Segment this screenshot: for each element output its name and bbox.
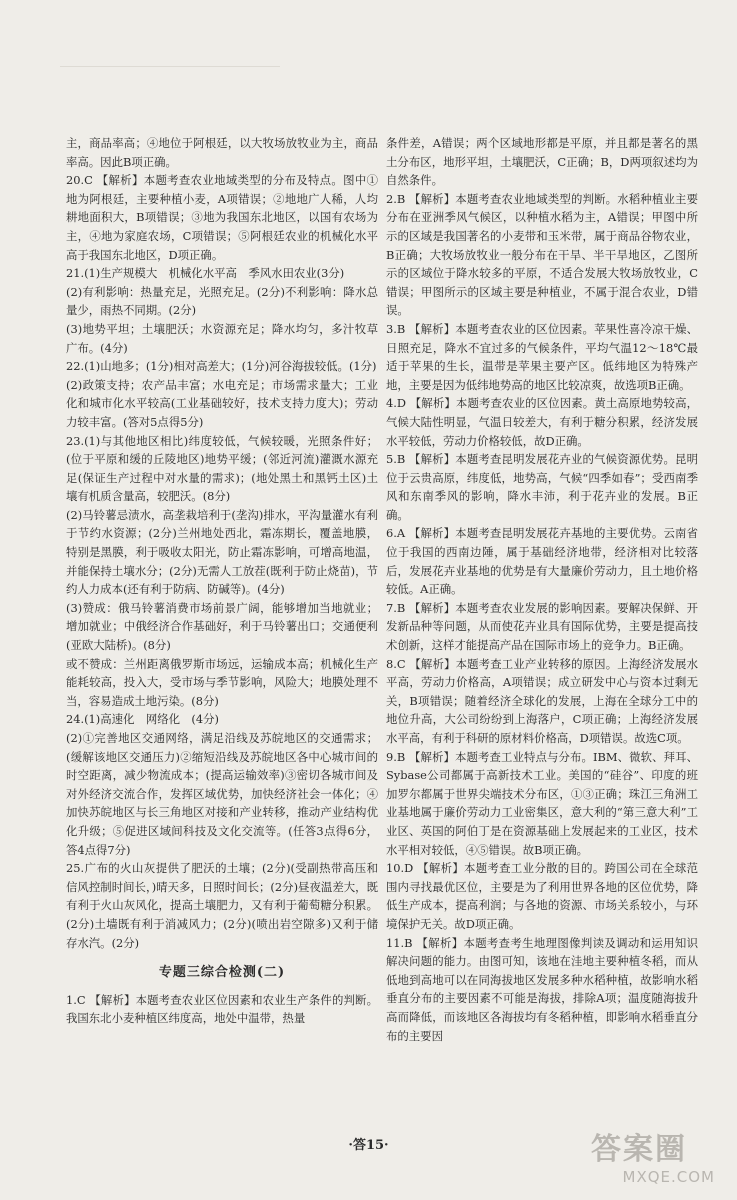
answer-item: 2.B 【解析】本题考查农业地域类型的判断。水稻种植业主要分布在亚洲季风气候区，以种植水稻为主，A错误；甲图中所示的区域是我国著名的小麦带和玉米带，属于商品谷物农业，B正确；大牧场放牧业一般分布在干旱、半干旱地区，乙图所示的区域位于降水较多的平原，不适合发展大牧场放牧业，C错误；甲图所示的区域主要是种植业，不属于混合农业，D错误。	[386, 191, 698, 318]
right-column	[386, 134, 698, 1045]
answer-item: 5.B 【解析】本题考查昆明发展花卉业的气候资源优势。昆明位于云贵高原，纬度低，地势高，气候“四季如春”；受西南季风和东南季风的影响，降水丰沛，利于花卉业的发展。B正确。	[386, 452, 698, 522]
answer-item: 21.(1)生产规模大 机械化水平高 季风水田农业(3分)	[66, 266, 345, 281]
answer-item: 8.C 【解析】本题考查工业产业转移的原因。上海经济发展水平高，劳动力价格高，A项错误；成立研发中心与资本过剩无关，B项错误；随着经济全球化的发展，上海在全球分工中的地位升高，大公司纷纷到上海落户，C项正确；上海经济发展水平高，有利于科研的原材料价格高，D项错误。故选C项。	[386, 656, 698, 745]
answer-item: 7.B 【解析】本题考查农业发展的影响因素。要解决保鲜、开发新品种等问题，从而使花卉业具有国际优势，主要是提高技术创新，这样才能提高产品在国际市场上的竞争力。B正确。	[386, 600, 698, 653]
watermark-text: 答案圈	[591, 1132, 687, 1167]
answer-item: 4.D 【解析】本题考查农业的区位因素。黄土高原地势较高，气候大陆性明显，气温日较差大，有利于糖分积累，经济发展水平较低，劳动力价格较低，故D正确。	[386, 396, 698, 448]
answer-item: 11.B 【解析】本题考查考生地理图像判读及调动和运用知识解决问题的能力。由图可知，该地在洼地主要种植冬稻，而从低地到高地可以在同海拔地区发展多种水稻种植，故影响水稻垂直分布的主要因素不可能是海拔，排除A项；温度随海拔升高而降低，而该地区各海拔均有冬稻种植，即影响水稻垂直分布的主要因	[386, 935, 698, 1043]
answer-item: 或不赞成：兰州距离俄罗斯市场远，运输成本高；机械化生产能耗较高，投入大，受市场与季节影响，风险大；地膜处理不当，容易造成土地污染。(8分)	[66, 656, 378, 708]
answer-item: 24.(1)高速化 网络化 (4分)	[66, 712, 219, 727]
answer-item: (2)马铃薯忌渍水，高垄栽培利于(垄沟)排水，平沟量灌水有利于节约水资源；(2分)兰州地处西北，霜冻期长，覆盖地膜，特别是黑膜，利于吸收太阳光，防止霜冻影响，可增高地温，并能保持土壤水分；(2分)无需人工放茬(既利于防止烧苗)，节约人力成本(还有利于防病、防碱等)。(4分)	[66, 507, 378, 597]
answer-item: 6.A 【解析】本题考查昆明发展花卉基地的主要优势。云南省位于我国的西南边陲，属于基础经济地带，经济相对比较落后，发展花卉业基地的优势是有大量廉价劳动力，且土地价格较低。A正确。	[386, 526, 698, 597]
left-column	[66, 134, 378, 1028]
section-title: 专题三综合检测(二)	[158, 965, 286, 981]
answer-item: 10.D 【解析】本题考查工业分散的目的。跨国公司在全球范围内寻找最优区位，主要是为了利用世界各地的区位优势，降低生产成本，提高利润；与各地的资源、市场关系较小，与环境保护无关。故D项正确。	[386, 861, 698, 931]
page-number: ·答15·	[348, 1138, 389, 1153]
answer-item: 3.B 【解析】本题考查农业的区位因素。苹果性喜冷凉干燥、日照充足，降水不宜过多的气候条件，平均气温12～18℃最适于苹果的生长，温带是苹果主要产区。低纬地区为特殊产地，主要是因为低纬地势高的地区比较凉爽，故选项B正确。	[386, 321, 698, 392]
answer-item: 25.广布的火山灰提供了肥沃的土壤；(2分)(受副热带高压和信风控制时间长，)晴天多，日照时间长；(2分)昼夜温差大，既有利于火山灰风化，提高土壤肥力，又有利于葡萄糖分积累。(2分)土墙既有利于消减风力；(2分)(喷出岩空隙多)又利于储存水汽。(2分)	[66, 861, 378, 950]
answer-item: 条件差，A错误；两个区域地形都是平原，并且都是著名的黑土分布区，地形平坦，土壤肥沃，C正确；B，D两项叙述均为自然条件。	[386, 136, 698, 188]
answer-item: (2)政策支持；农产品丰富；水电充足；市场需求量大；工业化和城市化水平较高(工业基础较好，技术支持力度大)；劳动力较丰富。(答对5点得5分)	[66, 377, 378, 429]
answer-item: 1.C 【解析】本题考查农业区位因素和农业生产条件的判断。我国东北小麦种植区纬度高，地处中温带，热量	[66, 992, 378, 1026]
watermark-site: MXQE.COM	[622, 1168, 715, 1186]
answer-item: 9.B 【解析】本题考查工业特点与分布。IBM、微软、拜耳、Sybase公司都属于高新技术工业。美国的“硅谷”、印度的班加罗尔都属于世界尖端技术分布区，①③正确；珠江三角洲工业基地属于廉价劳动力工业密集区，意大利的“第三意大利”工业区、英国的阿伯丁是在资源基础上发展起来的工业区，技术水平相对较低，④⑤错误。故B项正确。	[386, 749, 698, 857]
answer-item: (3)地势平坦；土壤肥沃；水资源充足；降水均匀，多汁牧草广布。(4分)	[66, 321, 378, 355]
answer-item: 22.(1)山地多；(1分)相对高差大；(1分)河谷海拔较低。(1分)	[66, 359, 377, 374]
answer-item: (3)赞成：俄马铃薯消费市场前景广阔，能够增加当地就业；增加就业；中俄经济合作基础好，利于马铃薯出口；交通便利(亚欧大陆桥)。(8分)	[66, 600, 378, 653]
answer-item: 20.C 【解析】本题考查农业地域类型的分布及特点。图中①地为阿根廷，主要种植小麦，A项错误；②地地广人稀，人均耕地面积大，B项错误；③地为我国东北地区，以国有农场为主，④地为家庭农场，C项错误；⑤阿根廷农业的机械化水平高于我国东北地区，D项正确。	[66, 173, 378, 262]
answer-item: 23.(1)与其他地区相比)纬度较低，气候较暖，光照条件好；(位于平原和缓的丘陵地区)地势平缓；(邻近河流)灌溉水源充足(保证生产过程中对水量的需求)；(地处黑土和黑钙土区)土壤有机质含量高，较肥沃。(8分)	[66, 433, 378, 504]
answer-item: 主，商品率高；④地位于阿根廷，以大牧场放牧业为主，商品率高。因此B项正确。	[66, 136, 378, 169]
watermark-logo	[591, 1124, 721, 1190]
scan-artifact	[60, 66, 280, 67]
answer-item: (2)有利影响：热量充足，光照充足。(2分)不利影响：降水总量少，雨热不同期。(2分)	[66, 284, 378, 318]
answer-item: (2)①完善地区交通网络，满足沿线及苏皖地区的交通需求；(缓解该地区交通压力)②缩短沿线及苏皖地区各中心城市间的时空距离，减少物流成本；(提高运输效率)③密切各城市间及对外经济交流合作，发挥区域优势，加快经济社会一体化；④加快苏皖地区与长三角地区对接和产业转移，推动产业结构优化升级；⑤促进区域间科技及文化交流等。(任答3点得6分，答4点得7分)	[66, 731, 378, 857]
